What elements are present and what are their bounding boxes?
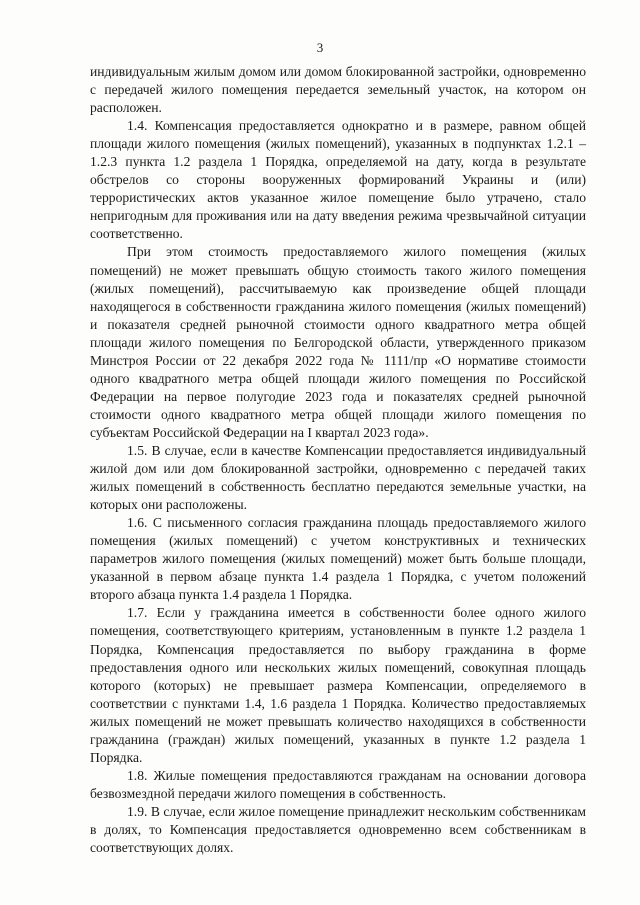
paragraph-continuation: индивидуальным жилым домом или домом блокированной застройки, одновременно с передачей жилого помещения передается земельный участок, на котором он расположен. [90, 64, 586, 116]
paragraph-1-4-cost-limit: При этом стоимость предоставляемого жилого помещения (жилых помещений) не может превышать общую стоимость такого жилого помещения (жилых помещений), рассчитываемую как произведение общей площади находящегося в собственности гражданина жилого помещения (жилых помещений) и показателя средней рыночной стоимости одного квадратного метра общей площади жилого помещения по Белгородской области, утвержденного приказом Минстроя России от 22 декабря 2022 года № 1111/пр «О нормативе стоимости одного квадратного метра общей площади жилого помещения по Российской Федерации на первое полугодие 2023 года и показателях средней рыночной стоимости одного квадратного метра общей площади жилого помещения по субъектам Российской Федерации на I квартал 2023 года». [90, 244, 586, 440]
paragraph-1-7: 1.7. Если у гражданина имеется в собственности более одного жилого помещения, соответствующего критериям, установленным в пункте 1.2 раздела 1 Порядка, Компенсация предоставляется по выбору гражданина в форме предоставления одного или нескольких жилых помещений, совокупная площадь которого (которых) не превышает размера Компенсации, определяемого в соответствии с пунктами 1.4, 1.6 раздела 1 Порядка. Количество предоставляемых жилых помещений не может превышать количество находящихся в собственности гражданина (граждан) жилых помещений, указанных в пункте 1.2 раздела 1 Порядка. [90, 605, 586, 765]
document-body [90, 63, 586, 857]
paragraph-1-5: 1.5. В случае, если в качестве Компенсации предоставляется индивидуальный жилой дом или дом блокированной застройки, одновременно с передачей таких жилых помещений в собственность бесплатно передаются земельные участки, на которых они расположены. [90, 442, 586, 513]
page-number: 3 [316, 40, 324, 55]
paragraph-1-6: 1.6. С письменного согласия гражданина площадь предоставляемого жилого помещения (жилых помещений) с учетом конструктивных и технических параметров жилого помещения (жилых помещений) может быть больше площади, указанной в первом абзаце пункта 1.4 раздела 1 Порядка, с учетом положений второго абзаца пункта 1.4 раздела 1 Порядка. [90, 515, 586, 603]
paragraph-1-4: 1.4. Компенсация предоставляется однократно и в размере, равном общей площади жилого помещения (жилых помещений), указанных в подпунктах 1.2.1 – 1.2.3 пункта 1.2 раздела 1 Порядка, определяемой на дату, когда в результате обстрелов со стороны вооруженных формирований Украины и (или) террористических актов указанное жилое помещение было утрачено, стало непригодным для проживания или на дату введения режима чрезвычайной ситуации соответственно. [90, 118, 586, 242]
paragraph-1-8: 1.8. Жилые помещения предоставляются гражданам на основании договора безвозмездной передачи жилого помещения в собственность. [90, 767, 586, 801]
paragraph-1-9: 1.9. В случае, если жилое помещение принадлежит нескольким собственникам в долях, то Компенсация предоставляется одновременно всем собственникам в соответствующих долях. [90, 803, 586, 856]
